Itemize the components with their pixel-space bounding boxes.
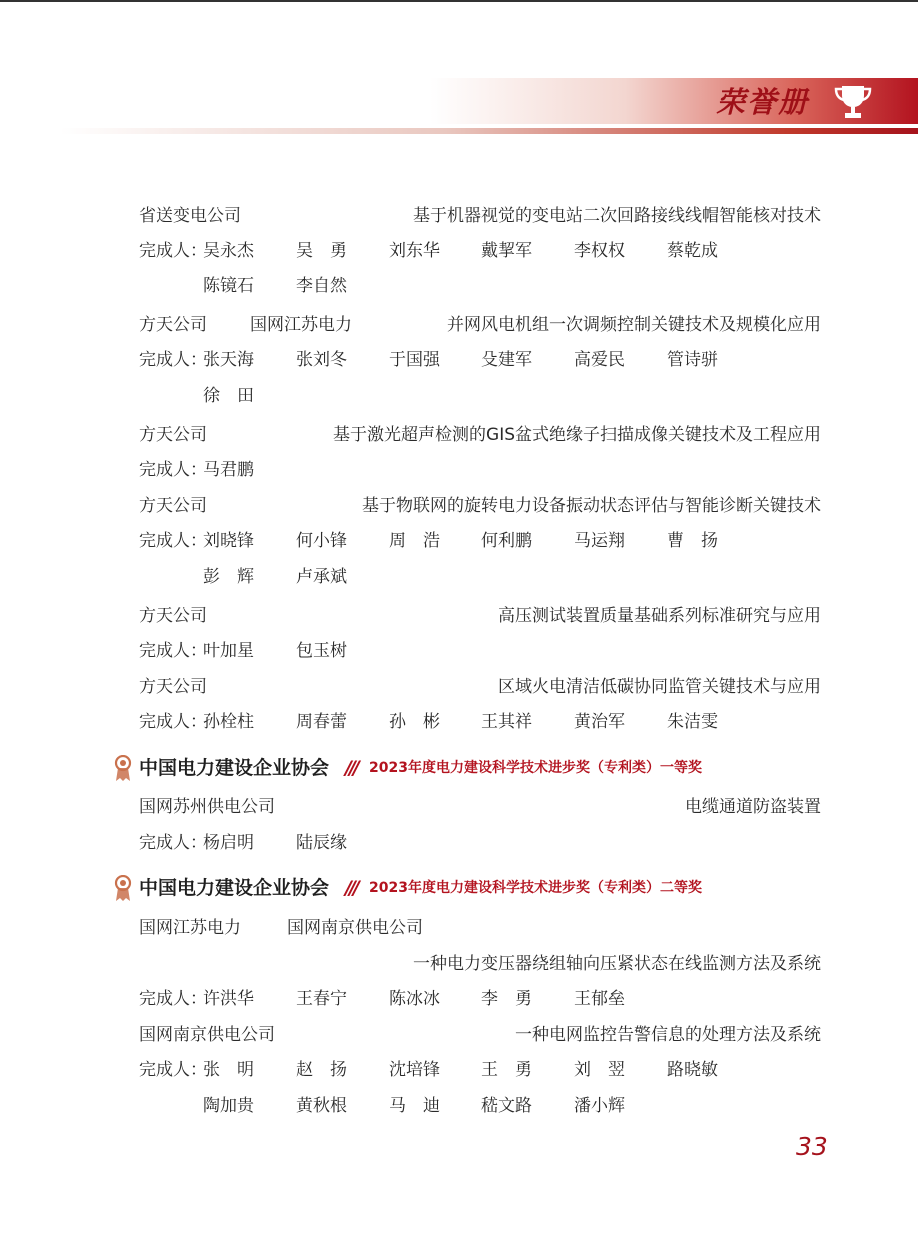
prize-name: 2023年度电力建设科学技术进步奖（专利类）一等奖 <box>369 760 702 776</box>
person-name: 马运翔 <box>574 531 625 551</box>
person-name: 陈镜石 <box>203 276 254 296</box>
project-title: 一种电力变压器绕组轴向压紧状态在线监测方法及系统 <box>413 954 821 974</box>
completers-label: 完成人： <box>139 1060 207 1080</box>
completers-row <box>139 829 821 857</box>
project-title: 高压测试装置质量基础系列标准研究与应用 <box>498 606 821 626</box>
person-name: 黄秋根 <box>296 1096 347 1116</box>
completers-row <box>139 985 821 1013</box>
person-name: 彭 辉 <box>203 567 254 587</box>
project-row <box>139 602 821 630</box>
org-name: 国网南京供电公司 <box>139 1025 275 1045</box>
project-row <box>139 202 821 230</box>
person-name: 于国强 <box>389 350 440 370</box>
person-name: 吴永杰 <box>203 241 254 261</box>
completers-label: 完成人： <box>139 460 207 480</box>
completers-label: 完成人： <box>139 989 207 1009</box>
person-name: 王郁垒 <box>574 989 625 1009</box>
person-name: 卢承斌 <box>296 567 347 587</box>
person-name: 路晓敏 <box>667 1060 718 1080</box>
person-name: 黄治军 <box>574 712 625 732</box>
completers-label: 完成人： <box>139 531 207 551</box>
person-name: 刘 翌 <box>574 1060 625 1080</box>
association-name: 中国电力建设企业协会 <box>139 757 330 779</box>
person-name: 刘东华 <box>389 241 440 261</box>
person-name: 孙栓柱 <box>203 712 254 732</box>
person-name: 许洪华 <box>203 989 254 1009</box>
person-name: 管诗骈 <box>667 350 718 370</box>
project-row <box>139 421 821 449</box>
org-name: 国网苏州供电公司 <box>139 797 275 817</box>
medal-icon <box>112 755 134 783</box>
prize-name: 2023年度电力建设科学技术进步奖（专利类）二等奖 <box>369 880 702 896</box>
project-title: 基于物联网的旋转电力设备振动状态评估与智能诊断关键技术 <box>362 496 821 516</box>
project-row <box>139 673 821 701</box>
medal-icon <box>112 875 134 903</box>
person-name: 杨启明 <box>203 833 254 853</box>
org-name: 方天公司 <box>139 315 207 335</box>
completers-row <box>139 527 821 555</box>
award-heading <box>112 873 832 903</box>
person-name: 殳建军 <box>481 350 532 370</box>
person-name: 蔡乾成 <box>667 241 718 261</box>
person-name: 李 勇 <box>481 989 532 1009</box>
org-name: 方天公司 <box>139 606 207 626</box>
project-row <box>139 311 821 339</box>
project-title: 基于机器视觉的变电站二次回路接线线帽智能核对技术 <box>413 206 821 226</box>
completers-row <box>139 456 821 484</box>
trophy-icon <box>832 83 874 121</box>
project-row <box>139 1021 821 1049</box>
project-row <box>139 793 821 821</box>
completers-row <box>139 637 821 665</box>
completers-row <box>139 382 821 410</box>
completers-label: 完成人： <box>139 350 207 370</box>
org-name: 国网江苏电力 <box>139 918 241 938</box>
person-name: 孙 彬 <box>389 712 440 732</box>
completers-row <box>139 346 821 374</box>
org-name: 国网江苏电力 <box>250 315 352 335</box>
person-name: 叶加星 <box>203 641 254 661</box>
person-name: 李自然 <box>296 276 347 296</box>
header-stripe <box>60 128 918 134</box>
person-name: 陶加贵 <box>203 1096 254 1116</box>
org-name: 国网南京供电公司 <box>287 918 423 938</box>
person-name: 包玉树 <box>296 641 347 661</box>
completers-row <box>139 708 821 736</box>
person-name: 张 明 <box>203 1060 254 1080</box>
page-number: 33 <box>796 1132 828 1161</box>
association-name: 中国电力建设企业协会 <box>139 877 330 899</box>
person-name: 周春蕾 <box>296 712 347 732</box>
person-name: 吴 勇 <box>296 241 347 261</box>
top-border-line <box>0 0 918 2</box>
person-name: 朱洁雯 <box>667 712 718 732</box>
person-name: 曹 扬 <box>667 531 718 551</box>
person-name: 张刘冬 <box>296 350 347 370</box>
project-row <box>139 492 821 520</box>
person-name: 沈培锋 <box>389 1060 440 1080</box>
org-name: 方天公司 <box>139 496 207 516</box>
completers-row <box>139 237 821 265</box>
person-name: 何小锋 <box>296 531 347 551</box>
person-name: 赵 扬 <box>296 1060 347 1080</box>
completers-row <box>139 1092 821 1120</box>
person-name: 周 浩 <box>389 531 440 551</box>
completers-row <box>139 272 821 300</box>
person-name: 潘小辉 <box>574 1096 625 1116</box>
person-name: 李权权 <box>574 241 625 261</box>
person-name: 徐 田 <box>203 386 254 406</box>
project-title: 基于激光超声检测的GIS盆式绝缘子扫描成像关键技术及工程应用 <box>333 425 821 445</box>
project-row <box>139 914 821 942</box>
person-name: 王春宁 <box>296 989 347 1009</box>
org-name: 省送变电公司 <box>139 206 241 226</box>
person-name: 嵇文路 <box>481 1096 532 1116</box>
divider-slashes: /// <box>345 757 357 779</box>
project-title: 并网风电机组一次调频控制关键技术及规模化应用 <box>447 315 821 335</box>
person-name: 王其祥 <box>481 712 532 732</box>
person-name: 刘晓锋 <box>203 531 254 551</box>
project-title: 一种电网监控告警信息的处理方法及系统 <box>515 1025 821 1045</box>
project-title: 区域火电清洁低碳协同监管关键技术与应用 <box>498 677 821 697</box>
completers-label: 完成人： <box>139 241 207 261</box>
person-name: 张天海 <box>203 350 254 370</box>
completers-label: 完成人： <box>139 833 207 853</box>
person-name: 马 迪 <box>389 1096 440 1116</box>
person-name: 何利鹏 <box>481 531 532 551</box>
completers-row <box>139 1056 821 1084</box>
completers-row <box>139 563 821 591</box>
person-name: 陆辰缘 <box>296 833 347 853</box>
divider-slashes: /// <box>345 877 357 899</box>
award-heading <box>112 753 832 783</box>
person-name: 戴挈军 <box>481 241 532 261</box>
project-title-row <box>139 950 821 978</box>
completers-label: 完成人： <box>139 641 207 661</box>
person-name: 王 勇 <box>481 1060 532 1080</box>
person-name: 陈冰冰 <box>389 989 440 1009</box>
org-name: 方天公司 <box>139 425 207 445</box>
org-name: 方天公司 <box>139 677 207 697</box>
completers-label: 完成人： <box>139 712 207 732</box>
person-name: 高爱民 <box>574 350 625 370</box>
person-name: 马君鹏 <box>203 460 254 480</box>
project-title: 电缆通道防盗装置 <box>685 797 821 817</box>
page-header-title: 荣誉册 <box>716 85 810 119</box>
